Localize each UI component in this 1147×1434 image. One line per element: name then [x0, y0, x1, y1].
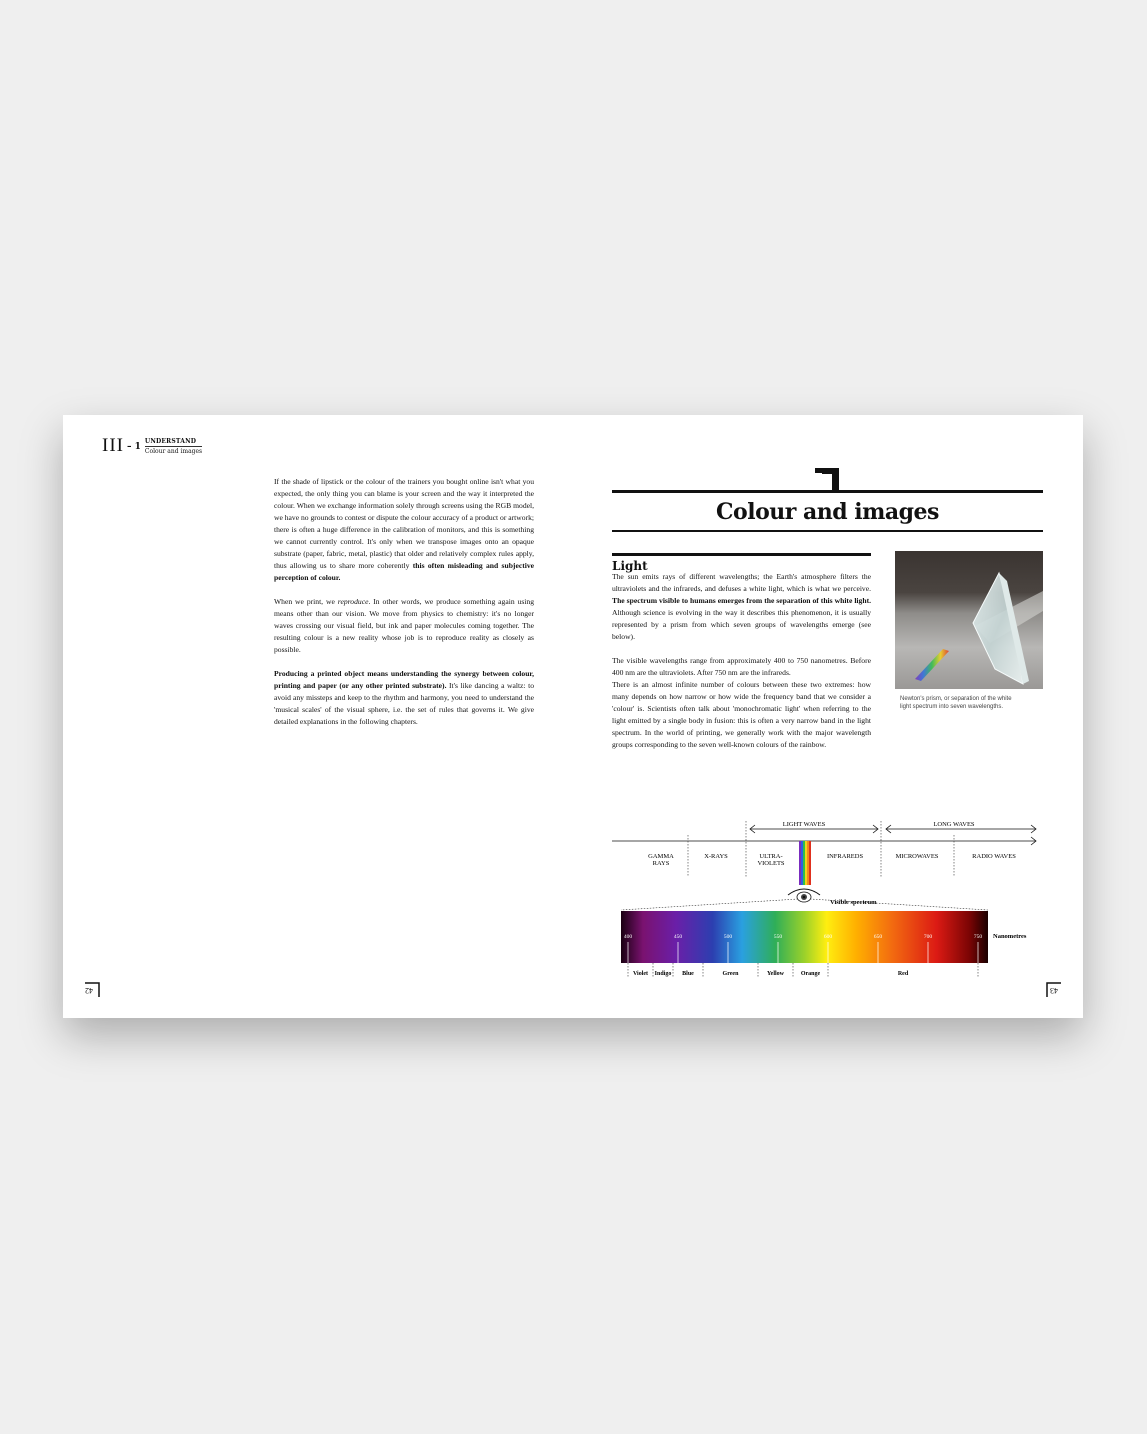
section-subtitle: Colour and images	[144, 448, 203, 455]
paragraph	[274, 596, 534, 656]
page-number-right: 43	[1050, 986, 1058, 995]
title-bottom-rule	[612, 530, 1043, 532]
section-heading: Light	[612, 553, 871, 573]
chapter-roman: III	[102, 435, 124, 456]
paragraph	[612, 571, 871, 643]
colour-label: Blue	[682, 971, 694, 977]
page-title: Colour and images	[716, 499, 939, 525]
nm-tick-label: 400	[623, 934, 633, 940]
text-run: . In other words, we produce something again using means other than our vision. We move from physics to chemistry: it's no longer waves crossing our visual field, but ink and paper molecules coming together. The resulting colour is a new reality whose job is to reproduce reality as closely as possible.	[274, 597, 534, 654]
long-waves-label: LONG WAVES	[933, 821, 975, 828]
nm-tick-label: 450	[673, 934, 683, 940]
colour-labels	[628, 963, 978, 977]
left-column-text	[274, 476, 534, 740]
band-gamma-label-2: RAYS	[652, 860, 670, 867]
nanometres-label: Nanometres	[993, 933, 1027, 940]
spectrum-diagram	[612, 813, 1043, 988]
chapter-sep: –	[126, 442, 132, 452]
colour-label: Red	[897, 971, 909, 977]
photo-caption: Newton's prism, or separation of the white light spectrum into seven wavelengths.	[900, 696, 1012, 710]
visible-light-strip	[799, 841, 811, 885]
book-spread	[63, 415, 1083, 1018]
prism-photo	[895, 551, 1043, 689]
nm-tick-label: 550	[773, 934, 783, 940]
nm-tick-label: 650	[873, 934, 883, 940]
band-microwaves-label: MICROWAVES	[895, 853, 939, 860]
nm-tick-label: 750	[973, 934, 983, 940]
text-run: Although science is evolving in the way it describes this phenomenon, it is usually represented by a prism from which seven groups of wavelengths emerge (see below).	[612, 608, 871, 641]
italic-run: reproduce	[337, 597, 369, 606]
text-run: The sun emits rays of different wavelengths; the Earth's atmosphere filters the ultraviolets and the infrareds, and defuses a white light, which is what we perceive.	[612, 572, 871, 593]
nm-tick-label: 500	[723, 934, 733, 940]
running-header	[102, 436, 202, 456]
light-waves-label: LIGHT WAVES	[782, 821, 826, 828]
prism-image	[895, 551, 1043, 689]
chapter-num: 1	[134, 442, 141, 452]
colour-label: Green	[722, 971, 739, 977]
text-run: If the shade of lipstick or the colour of the trainers you bought online isn't what you expected, the only thing you can blame is your screen and the way it interpreted the colour. When we exchange information solely through screens using the RGB model, we have no grounds to contest or dispute the colour accuracy of a product or artwork; there is often a huge difference in the calibration of monitors, and this is something we cannot currently control. It's only when we transpose images onto an opaque substrate (paper, fabric, metal, plastic) that older and relatively complex rules apply, thus allowing us to share more coherently	[274, 477, 535, 570]
band-radio-label: RADIO WAVES	[972, 853, 1016, 860]
visible-spectrum-label: Visible spectrum	[830, 899, 877, 906]
band-xrays-label: X-RAYS	[704, 853, 728, 860]
text-run: When we print, we	[274, 597, 338, 606]
paragraph	[274, 668, 534, 728]
page-number-left: 42	[85, 986, 93, 995]
colour-label: Violet	[632, 971, 649, 977]
colour-label: Indigo	[654, 971, 672, 977]
bold-run: Producing a printed object means understanding the synergy between colour, printing and paper (or any other printed substrate).	[274, 669, 534, 690]
paragraph	[274, 476, 534, 584]
bold-run: The spectrum visible to humans emerges from the separation of this white light.	[612, 596, 871, 605]
paragraph: The visible wavelengths range from approximately 400 to 750 nanometres. Before 400 nm are the ultraviolets. After 750 nm are the infrareds.	[612, 656, 871, 677]
band-gamma-label: GAMMA	[648, 853, 674, 860]
band-ultraviolets-label-2: VIOLETS	[757, 860, 785, 867]
colour-label: Orange	[800, 971, 821, 977]
text-run: It's like dancing a waltz: to avoid any missteps and keep to the rhythm and harmony, you need to understand the 'musical scales' of the visual sphere, i.e. the set of rules that governs it. We give detailed explanations in the following chapters.	[274, 681, 534, 726]
eye-icon	[788, 889, 820, 902]
section-label: UNDERSTAND	[145, 438, 202, 447]
band-ultraviolets-label: ULTRA-	[759, 853, 783, 860]
title-top-rule	[612, 490, 1043, 493]
chapter-number	[127, 442, 141, 452]
paragraph: There is an almost infinite number of colours between these two extremes: how many depends on how narrow or how wide the frequency band that we consider a 'colour' is. Scientists often talk about 'monochromatic light' when referring to the light emitted by a single body in fusion: this is often a very narrow band in the light spectrum. In the world of printing, we generally work with the major wavelength groups corresponding to the seven well-known colours of the rainbow.	[612, 680, 871, 749]
nm-tick-label: 600	[823, 934, 833, 940]
band-dividers	[688, 821, 954, 877]
nm-tick-label: 700	[923, 934, 933, 940]
colour-label: Yellow	[767, 971, 784, 977]
band-infrareds-label: INFRAREDS	[826, 853, 864, 860]
right-column-text	[612, 571, 871, 763]
bold-run: this often misleading and subjective perception of colour.	[274, 561, 534, 582]
